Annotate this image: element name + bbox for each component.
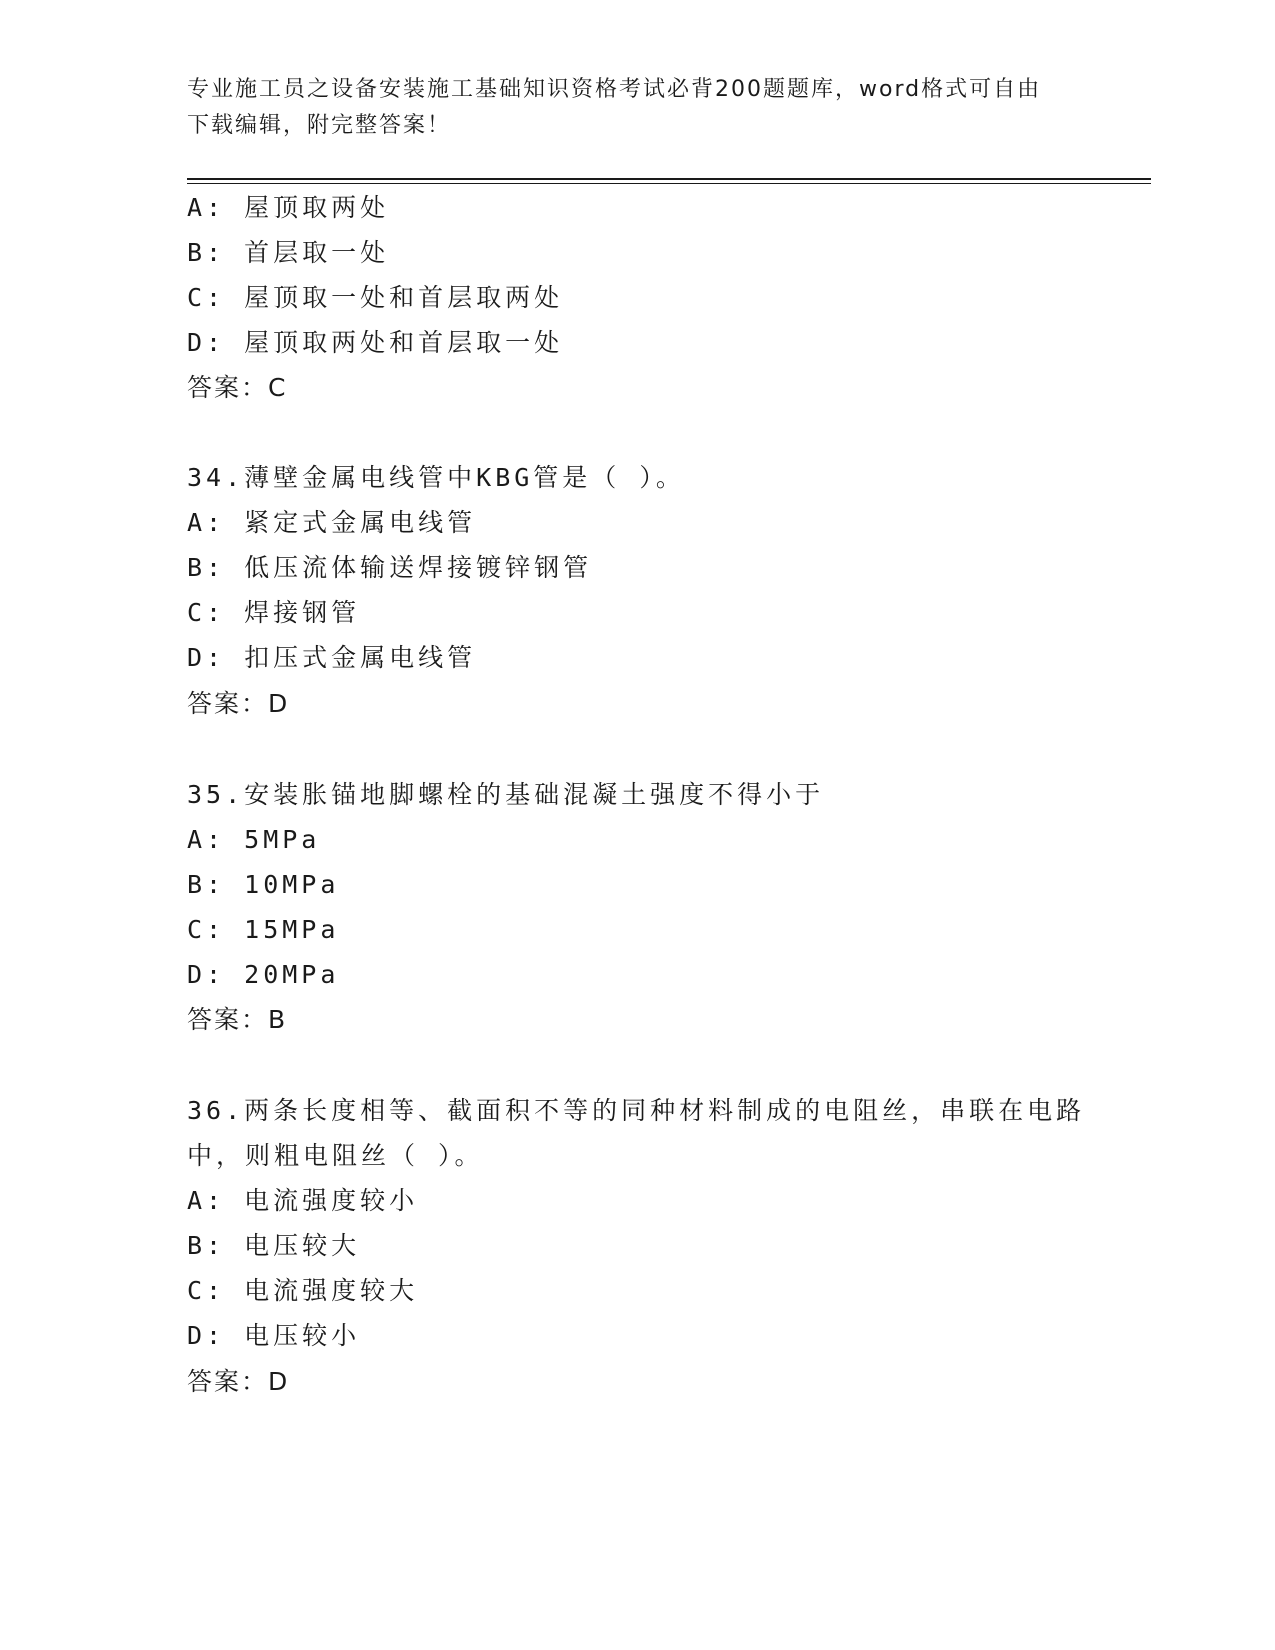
q36-option-b: B: 电压较大 [187, 1231, 361, 1260]
q36-question-line-1: 36.两条长度相等、截面积不等的同种材料制成的电阻丝，串联在电路 [187, 1096, 1086, 1125]
header-line-2: 下载编辑，附完整答案！ [187, 113, 452, 138]
q34-answer: 答案：D [187, 689, 290, 718]
q34-question: 34.薄壁金属电线管中KBG管是（ ）。 [187, 463, 685, 492]
q34-option-d: D: 扣压式金属电线管 [187, 643, 477, 672]
q33-answer: 答案：C [187, 373, 288, 402]
q33-option-c: C: 屋顶取一处和首层取两处 [187, 283, 564, 312]
q35-option-a: A: 5MPa [187, 825, 321, 854]
q34-option-b: B: 低压流体输送焊接镀锌钢管 [187, 553, 593, 582]
q36-answer: 答案：D [187, 1367, 290, 1396]
q33-option-d: D: 屋顶取两处和首层取一处 [187, 328, 564, 357]
q35-question: 35.安装胀锚地脚螺栓的基础混凝土强度不得小于 [187, 780, 825, 809]
q35-option-b: B: 10MPa [187, 870, 340, 899]
q35-option-d: D: 20MPa [187, 960, 340, 989]
q33-option-a: A: 屋顶取两处 [187, 193, 390, 222]
header-line-1: 专业施工员之设备安装施工基础知识资格考试必背200题题库，word格式可自由 [187, 77, 1042, 102]
q35-option-c: C: 15MPa [187, 915, 340, 944]
q35-answer: 答案：B [187, 1005, 288, 1034]
q36-question-line-2: 中，则粗电阻丝（ ）。 [187, 1141, 484, 1170]
q34-option-c: C: 焊接钢管 [187, 598, 361, 627]
header-rule-thin [187, 183, 1151, 184]
q36-option-d: D: 电压较小 [187, 1321, 361, 1350]
q36-option-a: A: 电流强度较小 [187, 1186, 419, 1215]
q36-option-c: C: 电流强度较大 [187, 1276, 419, 1305]
q34-option-a: A: 紧定式金属电线管 [187, 508, 477, 537]
document-header [187, 72, 1087, 144]
q33-option-b: B: 首层取一处 [187, 238, 390, 267]
header-rule-thick [187, 178, 1151, 180]
